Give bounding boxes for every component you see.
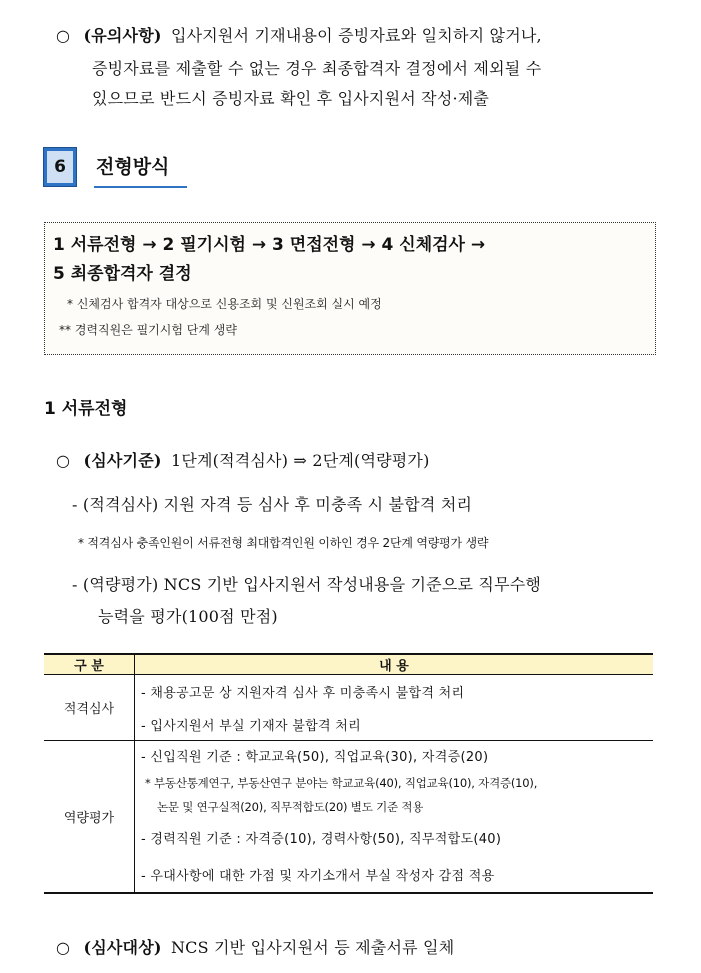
notice-text-3: 있으므로 반드시 증빙자료 확인 후 입사지원서 작성·제출 [92,89,490,108]
criteria-text: 1단계(적격심사) ⇒ 2단계(역량평가) [170,451,430,470]
evaluation-table [44,653,653,894]
table-cell-note: * 부동산통계연구, 부동산연구 분야는 학교교육(40), 직업교육(10), 자격증(10), [145,775,538,790]
notice-label: (유의사항) [83,26,162,45]
table-row [44,795,653,819]
target-text: NCS 기반 입사지원서 등 제출서류 일체 [170,938,455,957]
criteria-line [56,448,430,474]
section-number-badge [43,147,77,187]
notice-bullet: ○ [56,26,71,45]
section-number: 6 [47,151,73,183]
table-header-content: 내 용 [135,654,654,675]
subsection-title: 1 서류전형 [44,399,128,419]
criteria-item-1: - (적격심사) 지원 자격 등 심사 후 미충족 시 불합격 처리 [72,495,473,514]
criteria-note: * 적격심사 충족인원이 서류전형 최대합격인원 이하인 경우 2단계 역량평가 생략 [78,536,489,550]
flow-line-1: 1 서류전형 → 2 필기시험 → 3 면접전형 → 4 신체검사 → [53,235,486,255]
table-cell: - 신입직원 기준 : 학교교육(50), 직업교육(30), 자격증(20) [141,750,489,766]
notice-text-2: 증빙자료를 제출할 수 없는 경우 최종합격자 결정에서 제외될 수 [92,59,542,78]
table-row [44,771,653,795]
table-header-category: 구 분 [44,654,135,675]
section-underline [94,186,187,188]
target-bullet: ○ [56,938,71,957]
table-group-label: 적격심사 [44,675,135,741]
table-cell: - 경력직원 기준 : 자격증(10), 경력사항(50), 직무적합도(40) [141,832,502,847]
criteria-item-2-line-1: - (역량평가) NCS 기반 입사지원서 작성내용을 기준으로 직무수행 [72,575,542,594]
criteria-item-2-line-2: 능력을 평가(100점 만점) [98,607,278,626]
table-row [44,675,653,709]
target-label: (심사대상) [83,938,162,957]
table-header-row [44,654,653,675]
process-flow-box [44,222,656,355]
flow-note-2: ** 경력직원은 필기시험 단계 생략 [59,323,237,337]
table-row [44,857,653,893]
flow-line-2: 5 최종합격자 결정 [53,264,192,284]
notice-line-1 [56,23,542,49]
target-line [56,935,454,961]
table-group-label: 역량평가 [44,741,135,893]
flow-note-1: * 신체검사 합격자 대상으로 신용조회 및 신원조회 실시 예정 [67,297,382,311]
section-title: 전형방식 [96,156,170,178]
table-cell: - 채용공고문 상 지원자격 심사 후 미충족시 불합격 처리 [141,686,465,702]
notice-text-1: 입사지원서 기재내용이 증빙자료와 일치하지 않거나, [170,26,542,45]
table-row [44,819,653,857]
table-cell: - 우대사항에 대한 가점 및 자기소개서 부실 작성자 감점 적용 [135,857,654,893]
table-cell-note: 논문 및 연구실적(20), 직무적합도(20) 별도 기준 적용 [157,799,424,814]
table-row [44,741,653,771]
criteria-label: (심사기준) [83,451,162,470]
table-cell: - 입사지원서 부실 기재자 불합격 처리 [135,709,654,741]
criteria-bullet: ○ [56,451,71,470]
table-row [44,709,653,741]
